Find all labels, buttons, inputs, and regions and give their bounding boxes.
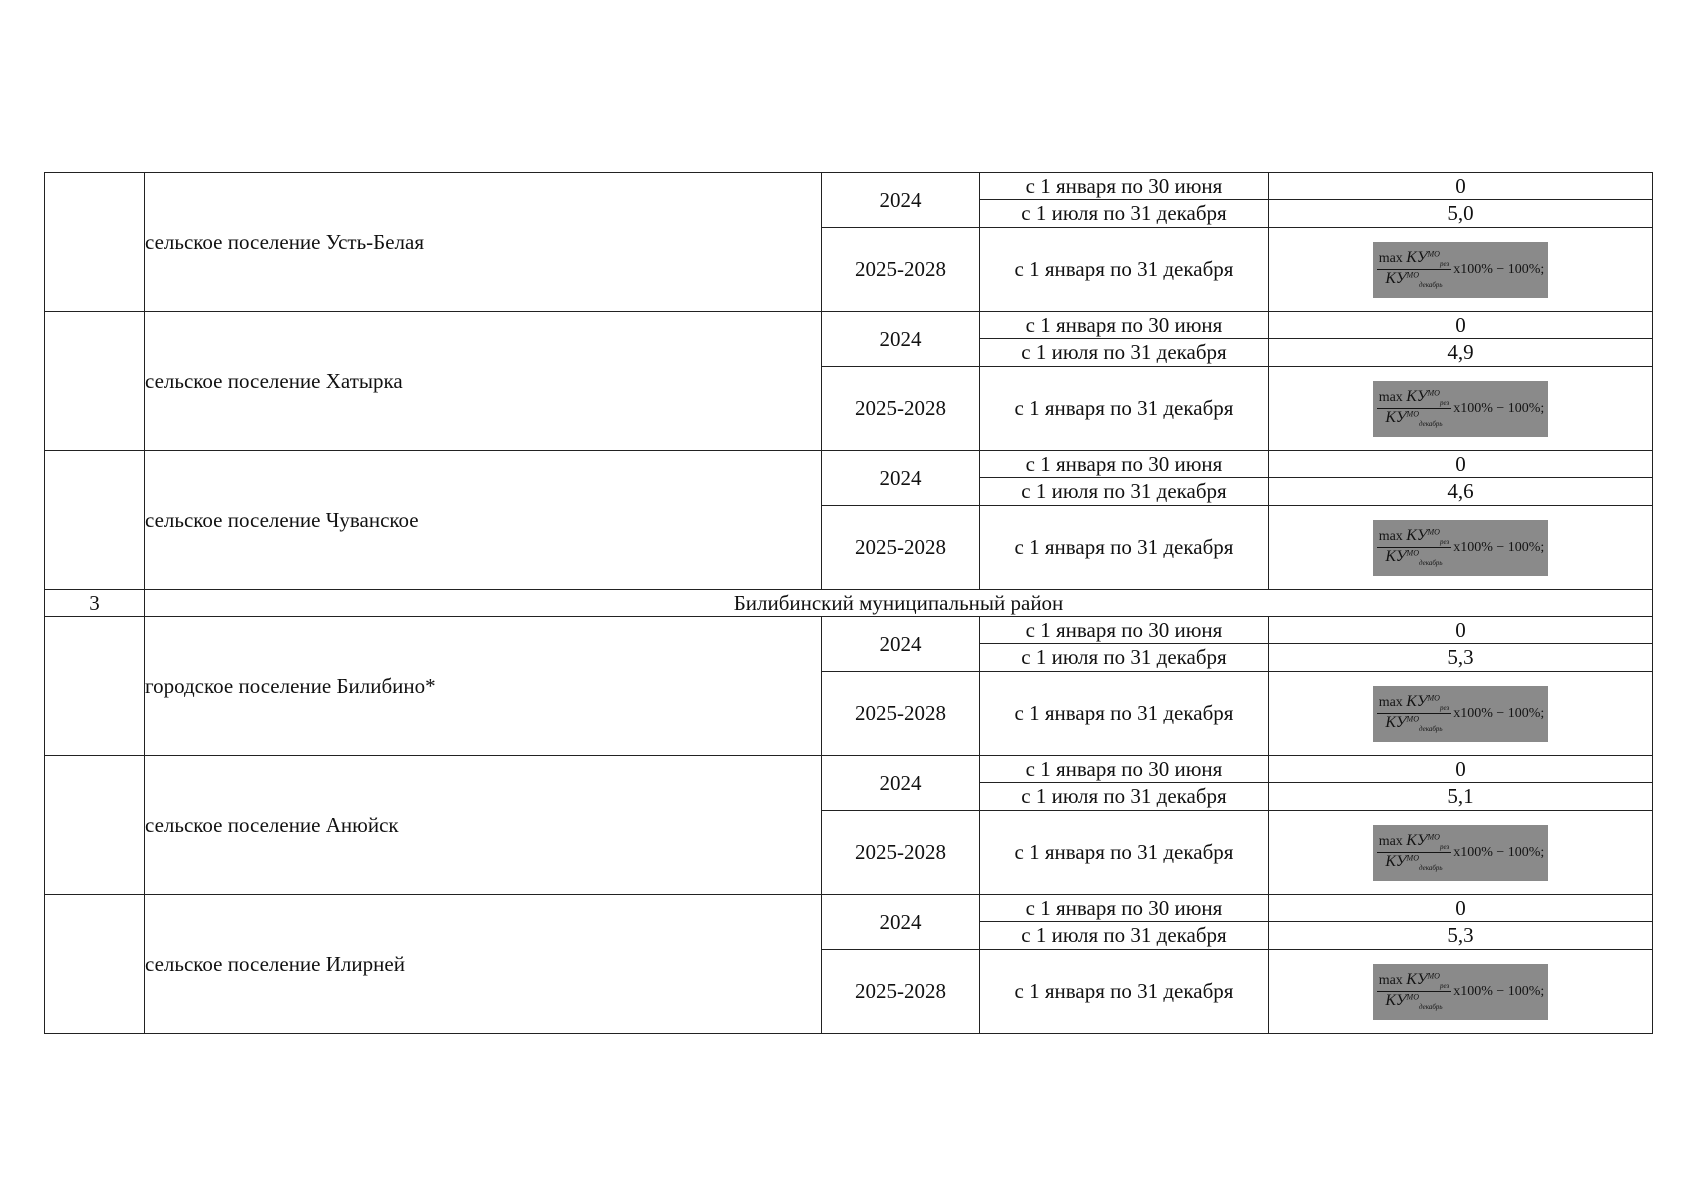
settlement-name: сельское поселение Хатырка: [145, 312, 822, 451]
formula-sup: МО: [1427, 971, 1440, 981]
period-cell: с 1 января по 31 декабря: [980, 228, 1269, 312]
year-cell: 2024: [822, 173, 980, 228]
year-cell: 2024: [822, 895, 980, 950]
formula-ku: КУ: [1385, 270, 1407, 287]
formula-ku: КУ: [1406, 527, 1428, 545]
formula-tail: x100% − 100%;: [1453, 983, 1545, 999]
formula-image: [1373, 520, 1549, 576]
formula-sup: МО: [1406, 270, 1419, 280]
period-cell: с 1 января по 30 июня: [980, 756, 1269, 783]
formula-tail: x100% − 100%;: [1453, 705, 1545, 721]
year-cell: 2025-2028: [822, 672, 980, 756]
settlement-name: сельское поселение Анюйск: [145, 756, 822, 895]
tariff-table: [44, 172, 1653, 1034]
row-number-cell: [45, 617, 145, 756]
row-number-cell: [45, 173, 145, 312]
district-number: 3: [45, 590, 145, 617]
table-row: [45, 756, 1653, 783]
formula-tail: x100% − 100%;: [1453, 539, 1545, 555]
value-cell: 0: [1269, 895, 1653, 922]
period-cell: с 1 июля по 31 декабря: [980, 922, 1269, 950]
formula-image: [1373, 381, 1549, 437]
formula-image: [1373, 242, 1549, 298]
formula-tail: x100% − 100%;: [1453, 400, 1545, 416]
row-number-cell: [45, 756, 145, 895]
formula-sup: МО: [1406, 992, 1419, 1002]
formula-sup: МО: [1427, 388, 1440, 398]
table-row: [45, 617, 1653, 644]
formula-sub: рез: [1439, 843, 1450, 851]
formula-sub: рез: [1439, 260, 1450, 268]
period-cell: с 1 января по 30 июня: [980, 173, 1269, 200]
period-cell: с 1 января по 31 декабря: [980, 672, 1269, 756]
year-cell: 2024: [822, 312, 980, 367]
formula-cell: [1269, 506, 1653, 590]
value-cell: 5,1: [1269, 783, 1653, 811]
value-cell: 4,6: [1269, 478, 1653, 506]
formula-sub: рез: [1439, 704, 1450, 712]
period-cell: с 1 июля по 31 декабря: [980, 339, 1269, 367]
formula-cell: [1269, 811, 1653, 895]
year-cell: 2024: [822, 617, 980, 672]
period-cell: с 1 июля по 31 декабря: [980, 783, 1269, 811]
formula-max: max: [1378, 695, 1403, 711]
formula-sub: декабрь: [1418, 863, 1443, 872]
period-cell: с 1 января по 31 декабря: [980, 950, 1269, 1034]
table-row: [45, 312, 1653, 339]
year-cell: 2025-2028: [822, 228, 980, 312]
formula-ku: КУ: [1406, 388, 1428, 406]
period-cell: с 1 января по 30 июня: [980, 895, 1269, 922]
table-row: [45, 173, 1653, 200]
formula-sup: МО: [1427, 693, 1440, 703]
formula-ku: КУ: [1385, 714, 1407, 731]
formula-sup: МО: [1406, 714, 1419, 724]
value-cell: 0: [1269, 451, 1653, 478]
formula-sup: МО: [1427, 832, 1440, 842]
formula-sup: МО: [1427, 527, 1440, 537]
formula-cell: [1269, 228, 1653, 312]
period-cell: с 1 января по 30 июня: [980, 312, 1269, 339]
formula-max: max: [1378, 251, 1403, 267]
formula-ku: КУ: [1406, 832, 1428, 850]
formula-ku: КУ: [1385, 853, 1407, 870]
formula-sub: рез: [1439, 538, 1450, 546]
formula-sub: рез: [1439, 982, 1450, 990]
formula-image: [1373, 964, 1549, 1020]
year-cell: 2025-2028: [822, 367, 980, 451]
formula-ku: КУ: [1385, 992, 1407, 1009]
formula-cell: [1269, 367, 1653, 451]
formula-ku: КУ: [1385, 548, 1407, 565]
year-cell: 2025-2028: [822, 811, 980, 895]
formula-ku: КУ: [1406, 971, 1428, 989]
formula-ku: КУ: [1406, 249, 1428, 267]
value-cell: 5,3: [1269, 922, 1653, 950]
value-cell: 0: [1269, 617, 1653, 644]
formula-sub: декабрь: [1418, 419, 1443, 428]
formula-max: max: [1378, 529, 1403, 545]
period-cell: с 1 июля по 31 декабря: [980, 644, 1269, 672]
formula-sub: декабрь: [1418, 280, 1443, 289]
table-body: [45, 173, 1653, 1034]
row-number-cell: [45, 895, 145, 1034]
district-row: [45, 590, 1653, 617]
year-cell: 2024: [822, 756, 980, 811]
value-cell: 0: [1269, 173, 1653, 200]
row-number-cell: [45, 451, 145, 590]
row-number-cell: [45, 312, 145, 451]
formula-sub: декабрь: [1418, 1002, 1443, 1011]
formula-sup: МО: [1406, 548, 1419, 558]
formula-sub: декабрь: [1418, 558, 1443, 567]
formula-tail: x100% − 100%;: [1453, 261, 1545, 277]
period-cell: с 1 января по 30 июня: [980, 451, 1269, 478]
table-row: [45, 451, 1653, 478]
formula-max: max: [1378, 834, 1403, 850]
value-cell: 0: [1269, 756, 1653, 783]
formula-tail: x100% − 100%;: [1453, 844, 1545, 860]
formula-max: max: [1378, 390, 1403, 406]
formula-max: max: [1378, 973, 1403, 989]
value-cell: 0: [1269, 312, 1653, 339]
formula-ku: КУ: [1406, 693, 1428, 711]
formula-sub: декабрь: [1418, 724, 1443, 733]
period-cell: с 1 июля по 31 декабря: [980, 200, 1269, 228]
formula-cell: [1269, 950, 1653, 1034]
period-cell: с 1 января по 30 июня: [980, 617, 1269, 644]
settlement-name: сельское поселение Чуванское: [145, 451, 822, 590]
formula-image: [1373, 686, 1549, 742]
year-cell: 2025-2028: [822, 506, 980, 590]
value-cell: 5,0: [1269, 200, 1653, 228]
year-cell: 2025-2028: [822, 950, 980, 1034]
formula-sub: рез: [1439, 399, 1450, 407]
settlement-name: сельское поселение Усть-Белая: [145, 173, 822, 312]
value-cell: 4,9: [1269, 339, 1653, 367]
formula-ku: КУ: [1385, 409, 1407, 426]
district-name: Билибинский муниципальный район: [145, 590, 1653, 617]
formula-sup: МО: [1406, 409, 1419, 419]
period-cell: с 1 июля по 31 декабря: [980, 478, 1269, 506]
period-cell: с 1 января по 31 декабря: [980, 506, 1269, 590]
formula-sup: МО: [1406, 853, 1419, 863]
settlement-name: городское поселение Билибино*: [145, 617, 822, 756]
period-cell: с 1 января по 31 декабря: [980, 367, 1269, 451]
period-cell: с 1 января по 31 декабря: [980, 811, 1269, 895]
value-cell: 5,3: [1269, 644, 1653, 672]
settlement-name: сельское поселение Илирней: [145, 895, 822, 1034]
year-cell: 2024: [822, 451, 980, 506]
formula-cell: [1269, 672, 1653, 756]
formula-image: [1373, 825, 1549, 881]
table-row: [45, 895, 1653, 922]
formula-sup: МО: [1427, 249, 1440, 259]
